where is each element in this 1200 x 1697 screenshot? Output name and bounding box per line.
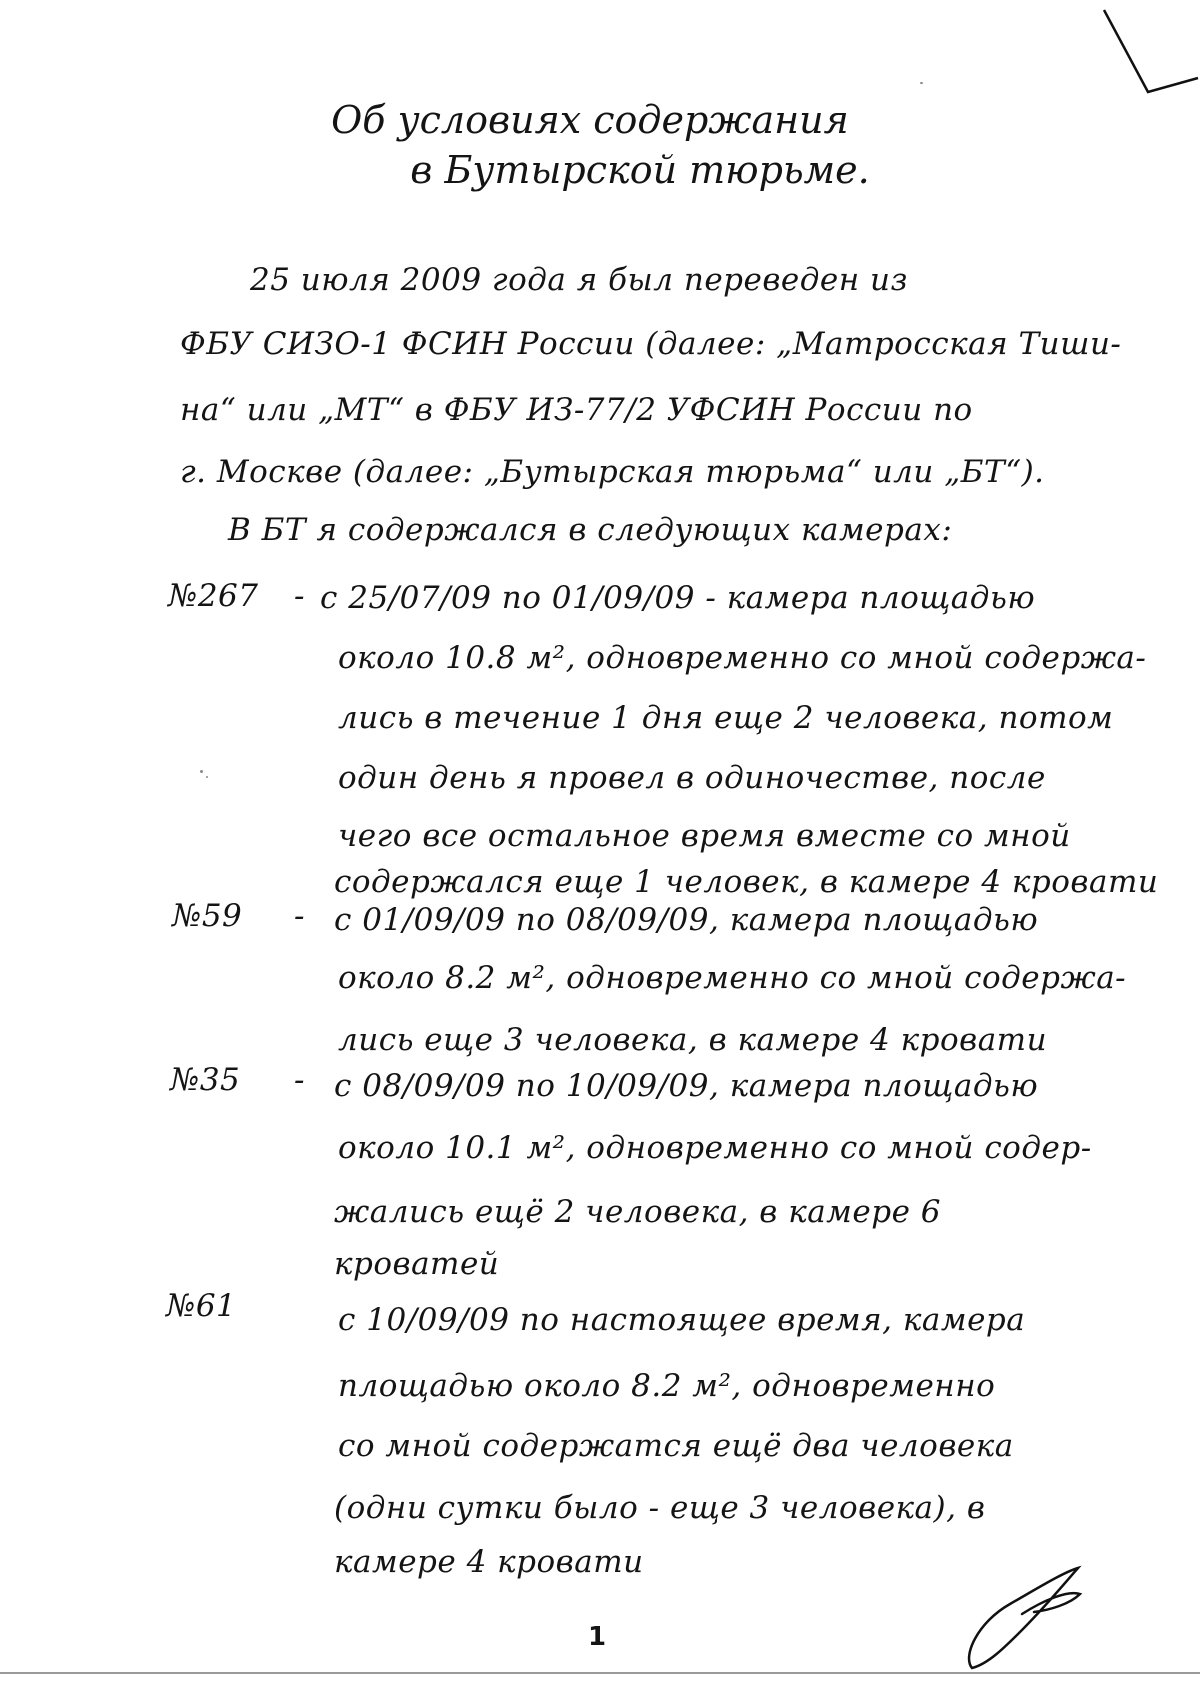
cell-number: №35 bbox=[170, 1062, 241, 1098]
scan-speck bbox=[206, 776, 208, 778]
document-title-line-1: Об условиях содержания bbox=[331, 98, 849, 142]
cell-line: (одни сутки было - еще 3 человека), в bbox=[334, 1490, 986, 1526]
intro-line-3: на“ или „МТ“ в ФБУ ИЗ-77/2 УФСИН России по bbox=[180, 392, 973, 428]
cell-number: №59 bbox=[172, 898, 243, 934]
cell-dash: - bbox=[294, 1062, 305, 1098]
cell-number: №61 bbox=[166, 1288, 237, 1324]
cell-dash: - bbox=[294, 578, 305, 614]
cell-line: около 10.8 м², одновременно со мной содержа- bbox=[338, 640, 1147, 676]
cell-number: №267 bbox=[168, 578, 259, 614]
scan-speck bbox=[200, 770, 203, 773]
cell-line: один день я провел в одиночестве, после bbox=[338, 760, 1046, 796]
intro-line-1: 25 июля 2009 года я был переведен из bbox=[250, 262, 908, 298]
cell-line: чего все остальное время вместе со мной bbox=[338, 818, 1071, 854]
document-title-line-2: в Бутырской тюрьме. bbox=[410, 148, 870, 192]
cell-line: около 10.1 м², одновременно со мной содер- bbox=[338, 1130, 1092, 1166]
scan-bottom-edge bbox=[0, 1672, 1200, 1674]
signature-mark bbox=[958, 1560, 1098, 1680]
cell-line: лись в течение 1 дня еще 2 человека, потом bbox=[338, 700, 1114, 736]
scan-speck bbox=[920, 82, 923, 84]
page-number: 1 bbox=[588, 1622, 607, 1652]
cell-dash: - bbox=[294, 898, 305, 934]
intro-line-4: г. Москве (далее: „Бутырская тюрьма“ или „БТ“). bbox=[180, 454, 1045, 490]
cell-line: с 10/09/09 по настоящее время, камера bbox=[338, 1302, 1026, 1338]
intro-line-2: ФБУ СИЗО-1 ФСИН России (далее: „Матросская Тиши- bbox=[180, 326, 1122, 362]
cell-line: жались ещё 2 человека, в камере 6 bbox=[334, 1194, 941, 1230]
cell-line: площадью около 8.2 м², одновременно bbox=[338, 1368, 996, 1404]
cell-line: кроватей bbox=[334, 1246, 500, 1282]
cell-line: содержался еще 1 человек, в камере 4 кровати bbox=[334, 864, 1159, 900]
cell-line: камере 4 кровати bbox=[334, 1544, 644, 1580]
intro-line-5: В БТ я содержался в следующих камерах: bbox=[228, 512, 953, 548]
corner-scan-mark bbox=[1090, 0, 1200, 110]
cell-line: около 8.2 м², одновременно со мной содержа- bbox=[338, 960, 1127, 996]
cell-line: с 01/09/09 по 08/09/09, камера площадью bbox=[334, 902, 1039, 938]
cell-line: с 08/09/09 по 10/09/09, камера площадью bbox=[334, 1068, 1039, 1104]
cell-line: лись еще 3 человека, в камере 4 кровати bbox=[338, 1022, 1048, 1058]
cell-line: с 25/07/09 по 01/09/09 - камера площадью bbox=[320, 580, 1036, 616]
cell-line: со мной содержатся ещё два человека bbox=[338, 1428, 1014, 1464]
